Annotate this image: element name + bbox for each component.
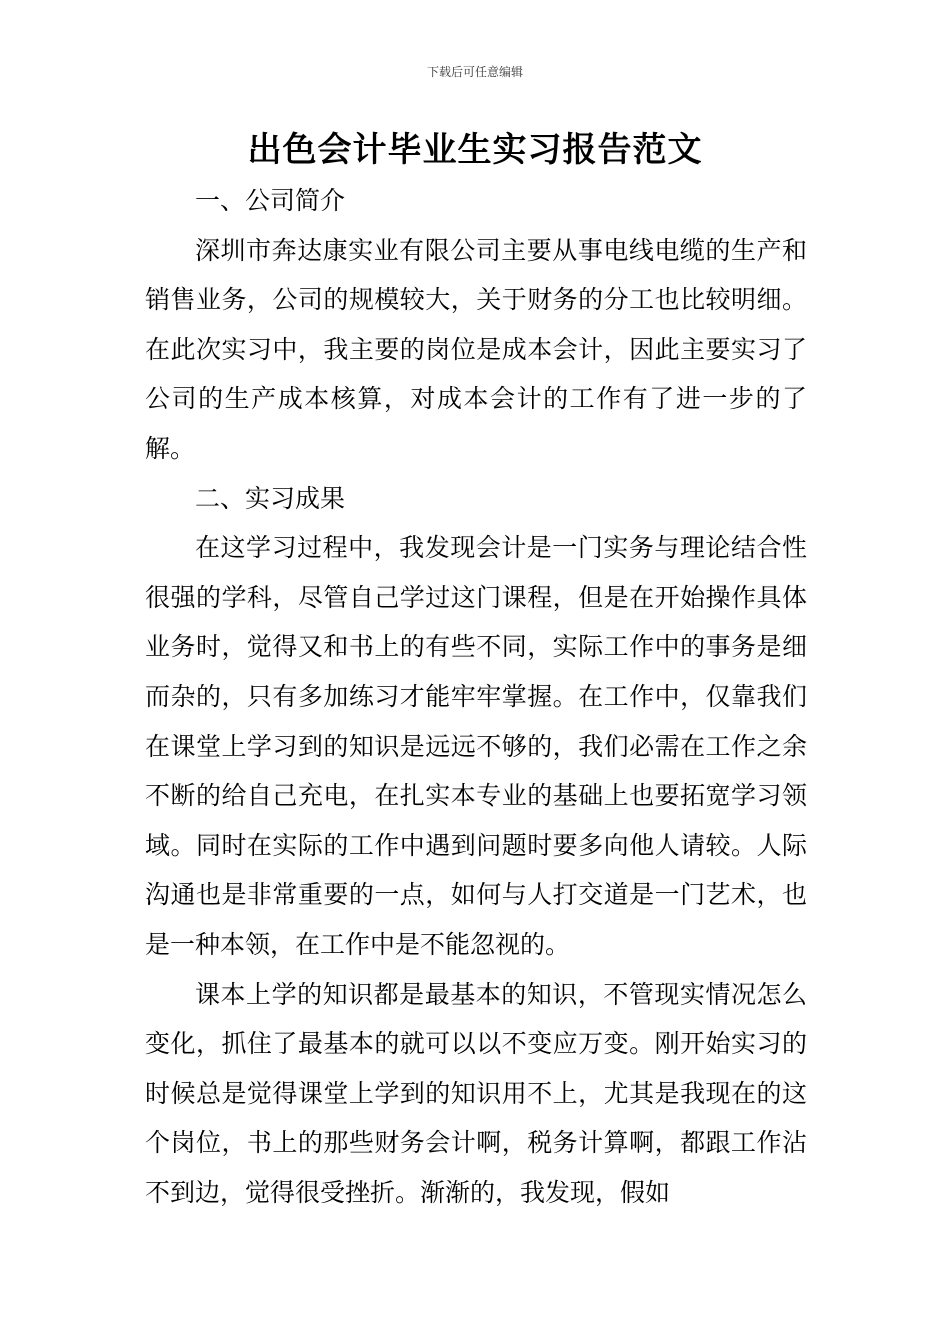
section-heading-results: 二、实习成果 bbox=[195, 483, 346, 513]
header-note: 下载后可任意编辑 bbox=[426, 65, 523, 79]
paragraph-results-1: 在这学习过程中，我发现会计是一门实务与理论结合性很强的学科，尽管自己学过这门课程，但是在开始操作具体业务时，觉得又和书上的有些不同，实际工作中的事务是细而杂的，只有多加练习才能牢牢掌握。在工作中，仅靠我们在课堂上学习到的知识是远远不够的，我们必需在工作之余不断的给自己充电，在扎实本专业的基础上也要拓宽学习领域。同时在实际的工作中遇到问题时要多向他人请较。人际沟通也是非常重要的一点，如何与人打交道是一门艺术，也是一种本领，在工作中是不能忽视的。 bbox=[145, 533, 807, 959]
section-heading-company-intro: 一、公司简介 bbox=[195, 186, 346, 215]
document-body bbox=[145, 176, 807, 1217]
document-title: 出色会计毕业生实习报告范文 bbox=[247, 130, 703, 170]
paragraph-company-intro: 深圳市奔达康实业有限公司主要从事电线电缆的生产和销售业务，公司的规模较大，关于财务的分工也比较明细。在此次实习中，我主要的岗位是成本会计，因此主要实习了公司的生产成本核算，对成本会计的工作有了进一步的了解。 bbox=[145, 235, 807, 463]
paragraph-results-2: 课本上学的知识都是最基本的知识，不管现实情况怎么变化，抓住了最基本的就可以以不变应万变。刚开始实习的时候总是觉得课堂上学到的知识用不上，尤其是我现在的这个岗位，书上的那些财务会计啊，税务计算啊，都跟工作沾不到边，觉得很受挫折。渐渐的，我发现，假如 bbox=[145, 979, 807, 1207]
